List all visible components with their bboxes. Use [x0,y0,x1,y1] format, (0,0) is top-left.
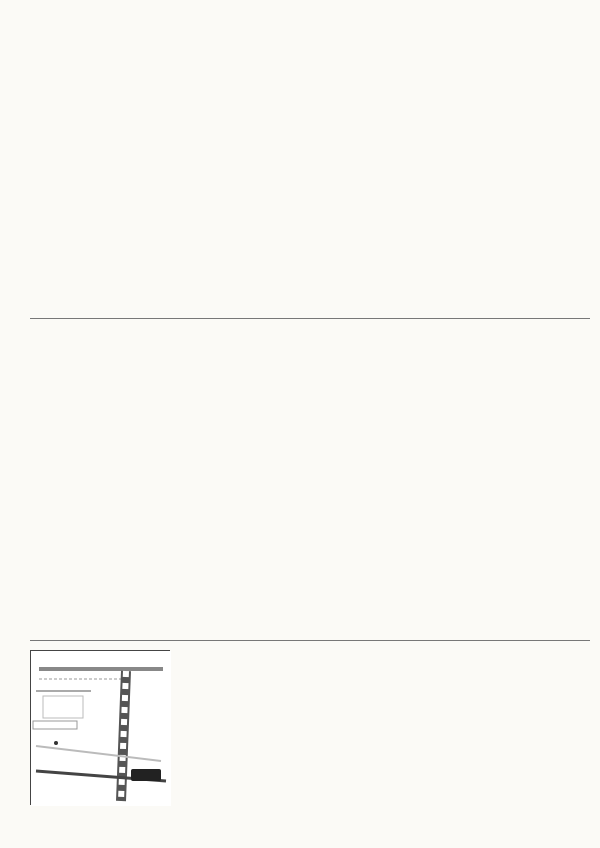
section-divider [30,640,590,641]
access-map [30,650,170,805]
footer [30,818,590,834]
section-divider [30,318,590,319]
venue-info [180,651,320,659]
